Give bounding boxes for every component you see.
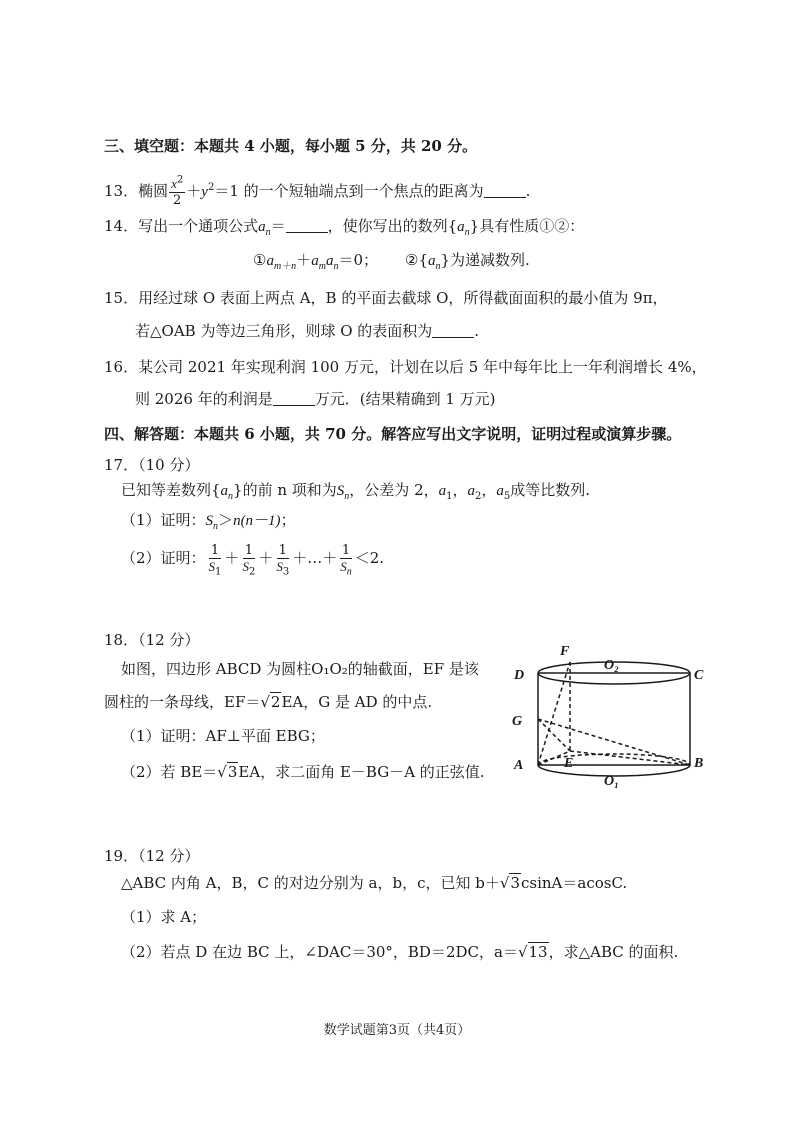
question-15-line-1: 15．用经过球 O 表面上两点 A，B 的平面去截球 O，所得截面面积的最小值为 9π， [104,289,668,307]
q18-part-2: （2）若 BE＝√3EA，求二面角 E－BG－A 的正弦值. [121,763,485,781]
q19-part-2: （2）若点 D 在边 BC 上，∠DAC＝30°，BD＝2DC，a＝√13，求△ABC 的面积. [121,943,679,961]
q13-fraction: $\frac{x^2}{2}$ [171,174,184,208]
question-13: 13．椭圆 $\frac{x^2}{2}$ $+y^2=1$ 的一个短轴端点到一个焦点的距离为 . [104,174,531,208]
q19-part-1: （1）求 A； [121,908,207,926]
question-15-line-2: 若△OAB 为等边三角形，则球 O 的表面积为 . [135,322,480,340]
q17-stem: 已知等差数列$\{a_n\}$的前 n 项和为$S_n$，公差为 2，$a_1$，$a_2$，$a_5$成等比数列. [121,481,591,502]
question-16-line-1: 16．某公司 2021 年实现利润 100 万元，计划在以后 5 年中每年比上一年利润增长 4%， [104,358,707,376]
q17-part-1: （1）证明：$S_n>n(n-1)$； [121,511,296,532]
q15-answer-blank[interactable] [432,323,474,338]
page-footer: 数学试题第3页（共4页） [323,1023,471,1038]
q14-answer-blank[interactable] [286,218,328,233]
q18-stem-line-1: 如图，四边形 ABCD 为圆柱O₁O₂的轴截面，EF 是该 [121,660,479,678]
label-b: B [694,756,704,771]
question-14: 14．写出一个通项公式$a_n=$ ，使你写出的数列$\{a_n\}$具有性质①②： [104,217,585,238]
label-o2: O₂ [604,658,619,673]
q19-header: 19．（12 分） [104,847,200,865]
q18-stem-line-2: 圆柱的一条母线，EF＝√2EA，G 是 AD 的中点. [104,693,433,711]
label-a: A [514,758,524,773]
q13-text-c: ＝1 的一个短轴端点到一个焦点的距离为 [214,182,484,200]
section-3-heading: 三、填空题：本题共 4 小题，每小题 5 分，共 20 分。 [104,137,478,155]
q14-property-2: $②\{a_n\}$为递减数列. [405,251,530,272]
segment-gb [538,719,690,765]
label-o1: O₁ [604,774,619,789]
q13-answer-blank[interactable] [484,183,526,198]
q14-property-1: $①a_{m+n}+a_ma_n=0$； [253,251,378,272]
q13-number: 13． [104,182,139,200]
q16-number: 16． [104,358,139,376]
q13-y: y [201,184,208,200]
question-16-line-2: 则 2026 年的利润是 万元．(结果精确到 1 万元) [135,390,496,408]
q16-answer-blank[interactable] [273,391,315,406]
cylinder-figure [508,643,708,793]
label-c: C [694,668,704,683]
q13-plus: ＋ [186,182,202,200]
q17-part-2: （2）证明： $\frac{1}{S_1}$ ＋ $\frac{1}{S_2}$ ＋ $\frac{1}{S_3}$ ＋…＋ $\frac{1}{S_n}$ ＜2. [121,543,385,578]
q14-number: 14． [104,217,139,235]
label-f: F [560,644,570,659]
q13-text-a: 椭圆 [138,182,169,200]
q17-header: 17．（10 分） [104,456,200,474]
section-4-heading: 四、解答题：本题共 6 小题，共 70 分。解答应写出文字说明，证明过程或演算步骤。 [104,425,682,443]
q15-number: 15． [104,289,139,307]
label-e: E [564,756,574,771]
q19-stem: △ABC 内角 A，B，C 的对边分别为 a，b，c，已知 b＋√3csinA＝acosC. [121,874,628,892]
q18-header: 18．（12 分） [104,631,200,649]
q18-part-1: （1）证明：AF⊥平面 EBG； [121,727,325,745]
label-g: G [512,714,523,729]
label-d: D [514,668,525,683]
